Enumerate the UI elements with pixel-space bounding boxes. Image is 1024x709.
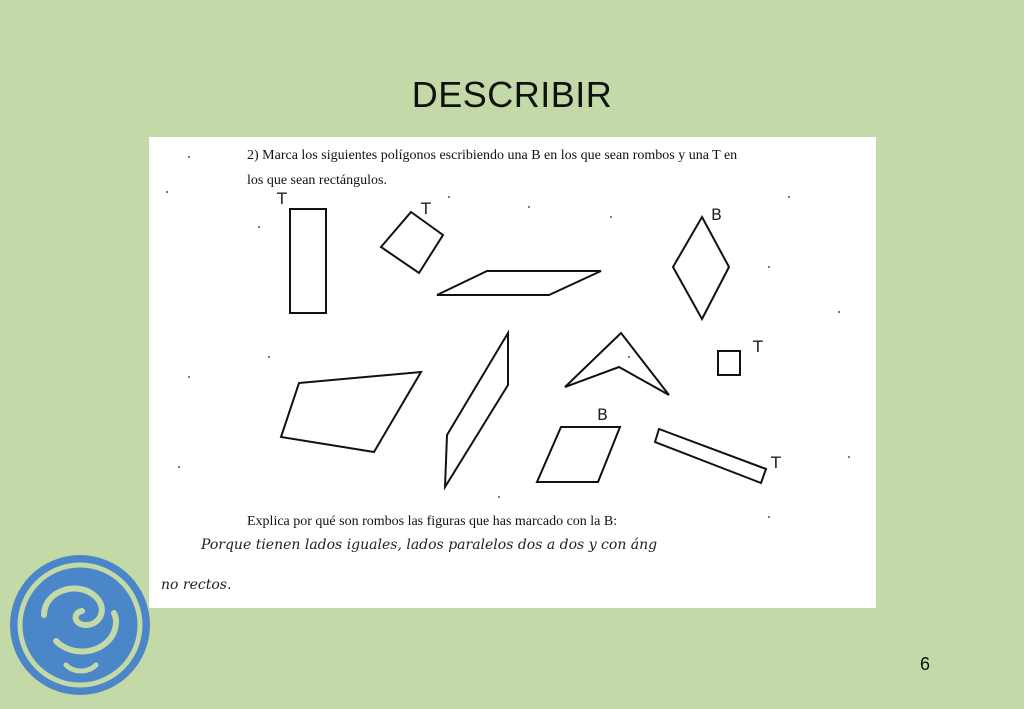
shape-rhombus-bottom: [537, 427, 620, 482]
shape-parallelogram-flat: [437, 271, 601, 295]
handwritten-answer-line-1: Porque tienen lados iguales, lados paralelos dos a dos y con áng: [201, 537, 658, 553]
question-line-1: 2) Marca los siguientes polígonos escribiendo una B en los que sean rombos y una T en: [247, 148, 738, 163]
shape-rectangle-tall: [290, 209, 326, 313]
handwritten-answer-line-2: no rectos.: [161, 577, 232, 593]
worksheet-image: [149, 137, 876, 608]
shape-square-tilted: [381, 212, 443, 273]
question-line-2: los que sean rectángulos.: [247, 173, 387, 188]
mark-rhombus-bottom: B: [597, 405, 608, 424]
mark-small-square: T: [753, 337, 763, 356]
slide-title: DESCRIBIR: [411, 74, 613, 115]
mark-rectangle-tall: T: [277, 189, 287, 208]
shape-chevron: [565, 333, 669, 395]
shape-small-square: [718, 351, 740, 375]
shape-quadrilateral-irregular: [281, 372, 421, 452]
mark-rectangle-diagonal: T: [771, 453, 781, 472]
mark-square-tilted: T: [421, 199, 431, 218]
swirl-logo-icon: [4, 545, 156, 705]
explain-prompt: Explica por qué son rombos las figuras que has marcado con la B:: [247, 514, 618, 529]
shape-parallelogram-slanted: [445, 333, 508, 487]
shape-rectangle-diagonal: [655, 429, 766, 483]
mark-rhombus-vertical: B: [711, 205, 722, 224]
page-number: 6: [920, 654, 931, 674]
shape-rhombus-vertical: [673, 217, 729, 319]
